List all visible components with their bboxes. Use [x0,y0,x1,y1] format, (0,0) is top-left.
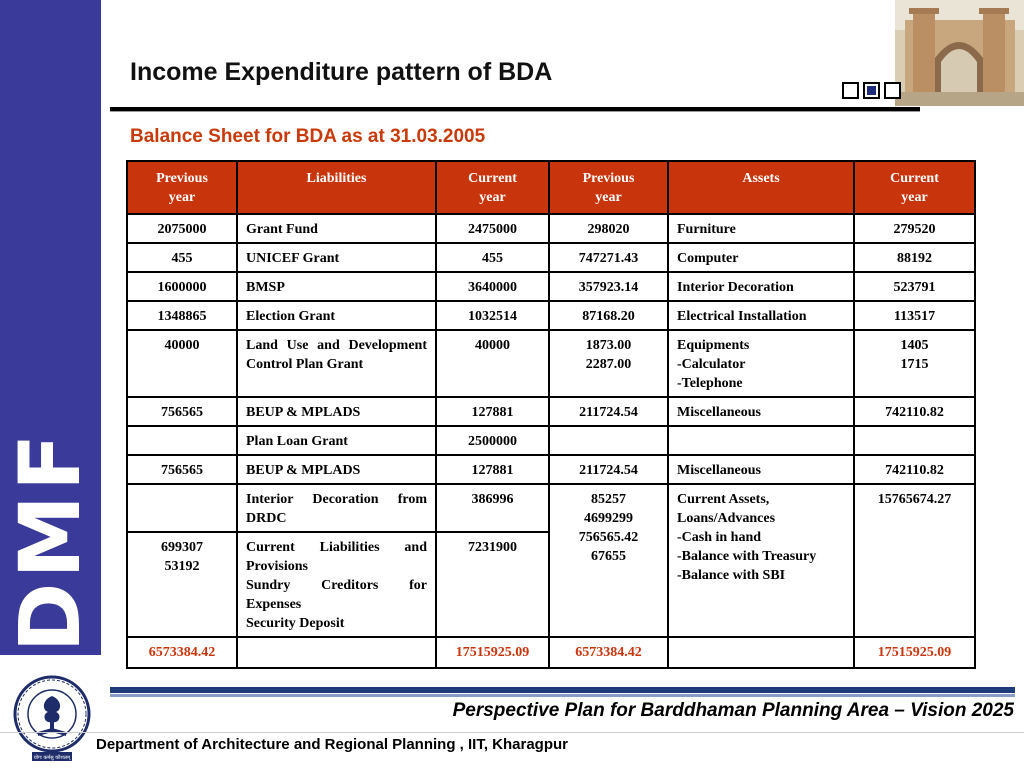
cell-prev-asset: 1873.00 2287.00 [549,330,668,397]
cell-liability: Plan Loan Grant [237,426,436,455]
total-curr-liab: 17515925.09 [436,637,549,668]
table-row [127,397,975,426]
cell-asset: Furniture [668,214,854,243]
table-row [127,243,975,272]
cell-liability: BEUP & MPLADS [237,455,436,484]
cell-asset: Interior Decoration [668,272,854,301]
table-row [127,214,975,243]
footer-bottom-divider [0,732,1024,733]
header-liabilities: Liabilities [237,161,436,214]
total-asset-label [668,637,854,668]
iit-kharagpur-logo [12,674,92,764]
table-row [127,301,975,330]
cell-curr-asset: 15765674.27 [854,484,975,637]
cell-prev-asset: 211724.54 [549,455,668,484]
cell-curr-liab: 386996 [436,484,549,532]
header-photo [895,0,1024,106]
nav-square-1 [842,82,859,99]
cell-prev-liab: 455 [127,243,237,272]
cell-liability: Grant Fund [237,214,436,243]
cell-prev-liab: 699307 53192 [127,532,237,637]
cell-curr-liab: 7231900 [436,532,549,637]
cell-liability: Current Liabilities and Provisions Sundry Creditors for Expenses Security Deposit [237,532,436,637]
cell-asset: Miscellaneous [668,455,854,484]
slide-nav [842,82,901,99]
cell-curr-liab: 455 [436,243,549,272]
cell-liability: Election Grant [237,301,436,330]
cell-prev-liab: 40000 [127,330,237,397]
cell-prev-liab: 1600000 [127,272,237,301]
cell-prev-asset: 85257 4699299 756565.42 67655 [549,484,668,637]
table-header-row [127,161,975,214]
nav-square-3 [884,82,901,99]
cell-prev-asset: 87168.20 [549,301,668,330]
header-previous-year-liabilities: Previous year [127,161,237,214]
totals-row [127,637,975,668]
cell-curr-liab: 127881 [436,397,549,426]
page-title: Income Expenditure pattern of BDA [130,58,553,86]
total-prev-asset: 6573384.42 [549,637,668,668]
cell-prev-asset: 211724.54 [549,397,668,426]
cell-prev-liab: 756565 [127,455,237,484]
cell-curr-asset [854,426,975,455]
balance-sheet-table [126,160,976,669]
cell-prev-liab [127,484,237,532]
cell-asset: Current Assets, Loans/Advances -Cash in hand -Balance with Treasury -Balance with SBI [668,484,854,637]
header-assets: Assets [668,161,854,214]
balance-sheet-subtitle: Balance Sheet for BDA as at 31.03.2005 [130,126,486,147]
cell-prev-asset: 747271.43 [549,243,668,272]
total-prev-liab: 6573384.42 [127,637,237,668]
cell-curr-liab: 1032514 [436,301,549,330]
table-row [127,330,975,397]
footer-title: Perspective Plan for Barddhaman Planning Area – Vision 2025 [452,700,1014,721]
cell-prev-asset [549,426,668,455]
header-previous-year-assets: Previous year [549,161,668,214]
footer-divider [110,687,1015,693]
cell-curr-liab: 2475000 [436,214,549,243]
table-row [127,484,975,532]
nav-square-2-active [863,82,880,99]
cell-liability: UNICEF Grant [237,243,436,272]
brand-logo-text: DMF [1,429,99,653]
cell-liability: BEUP & MPLADS [237,397,436,426]
title-divider-shadow [110,111,920,112]
department-name: Department of Architecture and Regional Planning , IIT, Kharagpur [96,736,569,753]
footer-divider-shadow [110,694,1015,697]
cell-asset: Miscellaneous [668,397,854,426]
cell-asset: Computer [668,243,854,272]
header-current-year-assets: Current year [854,161,975,214]
cell-curr-liab: 127881 [436,455,549,484]
cell-prev-liab: 1348865 [127,301,237,330]
sidebar-band [0,0,101,655]
logo-motto: योगः कर्मसु कौशलम् [33,755,71,761]
cell-asset: Equipments -Calculator -Telephone [668,330,854,397]
cell-curr-liab: 40000 [436,330,549,397]
cell-asset [668,426,854,455]
cell-prev-liab [127,426,237,455]
cell-prev-asset: 298020 [549,214,668,243]
cell-curr-asset: 523791 [854,272,975,301]
cell-curr-asset: 88192 [854,243,975,272]
cell-prev-liab: 2075000 [127,214,237,243]
table-row [127,455,975,484]
cell-curr-asset: 742110.82 [854,455,975,484]
cell-liability: Land Use and Development Control Plan Grant [237,330,436,397]
cell-asset: Electrical Installation [668,301,854,330]
cell-prev-asset: 357923.14 [549,272,668,301]
cell-curr-liab: 2500000 [436,426,549,455]
cell-curr-asset: 742110.82 [854,397,975,426]
total-liability-label [237,637,436,668]
total-curr-asset: 17515925.09 [854,637,975,668]
table-row [127,272,975,301]
cell-curr-asset: 1405 1715 [854,330,975,397]
cell-curr-asset: 113517 [854,301,975,330]
cell-curr-liab: 3640000 [436,272,549,301]
header-current-year-liabilities: Current year [436,161,549,214]
cell-curr-asset: 279520 [854,214,975,243]
cell-liability: Interior Decoration from DRDC [237,484,436,532]
cell-liability: BMSP [237,272,436,301]
cell-prev-liab: 756565 [127,397,237,426]
table-row [127,426,975,455]
